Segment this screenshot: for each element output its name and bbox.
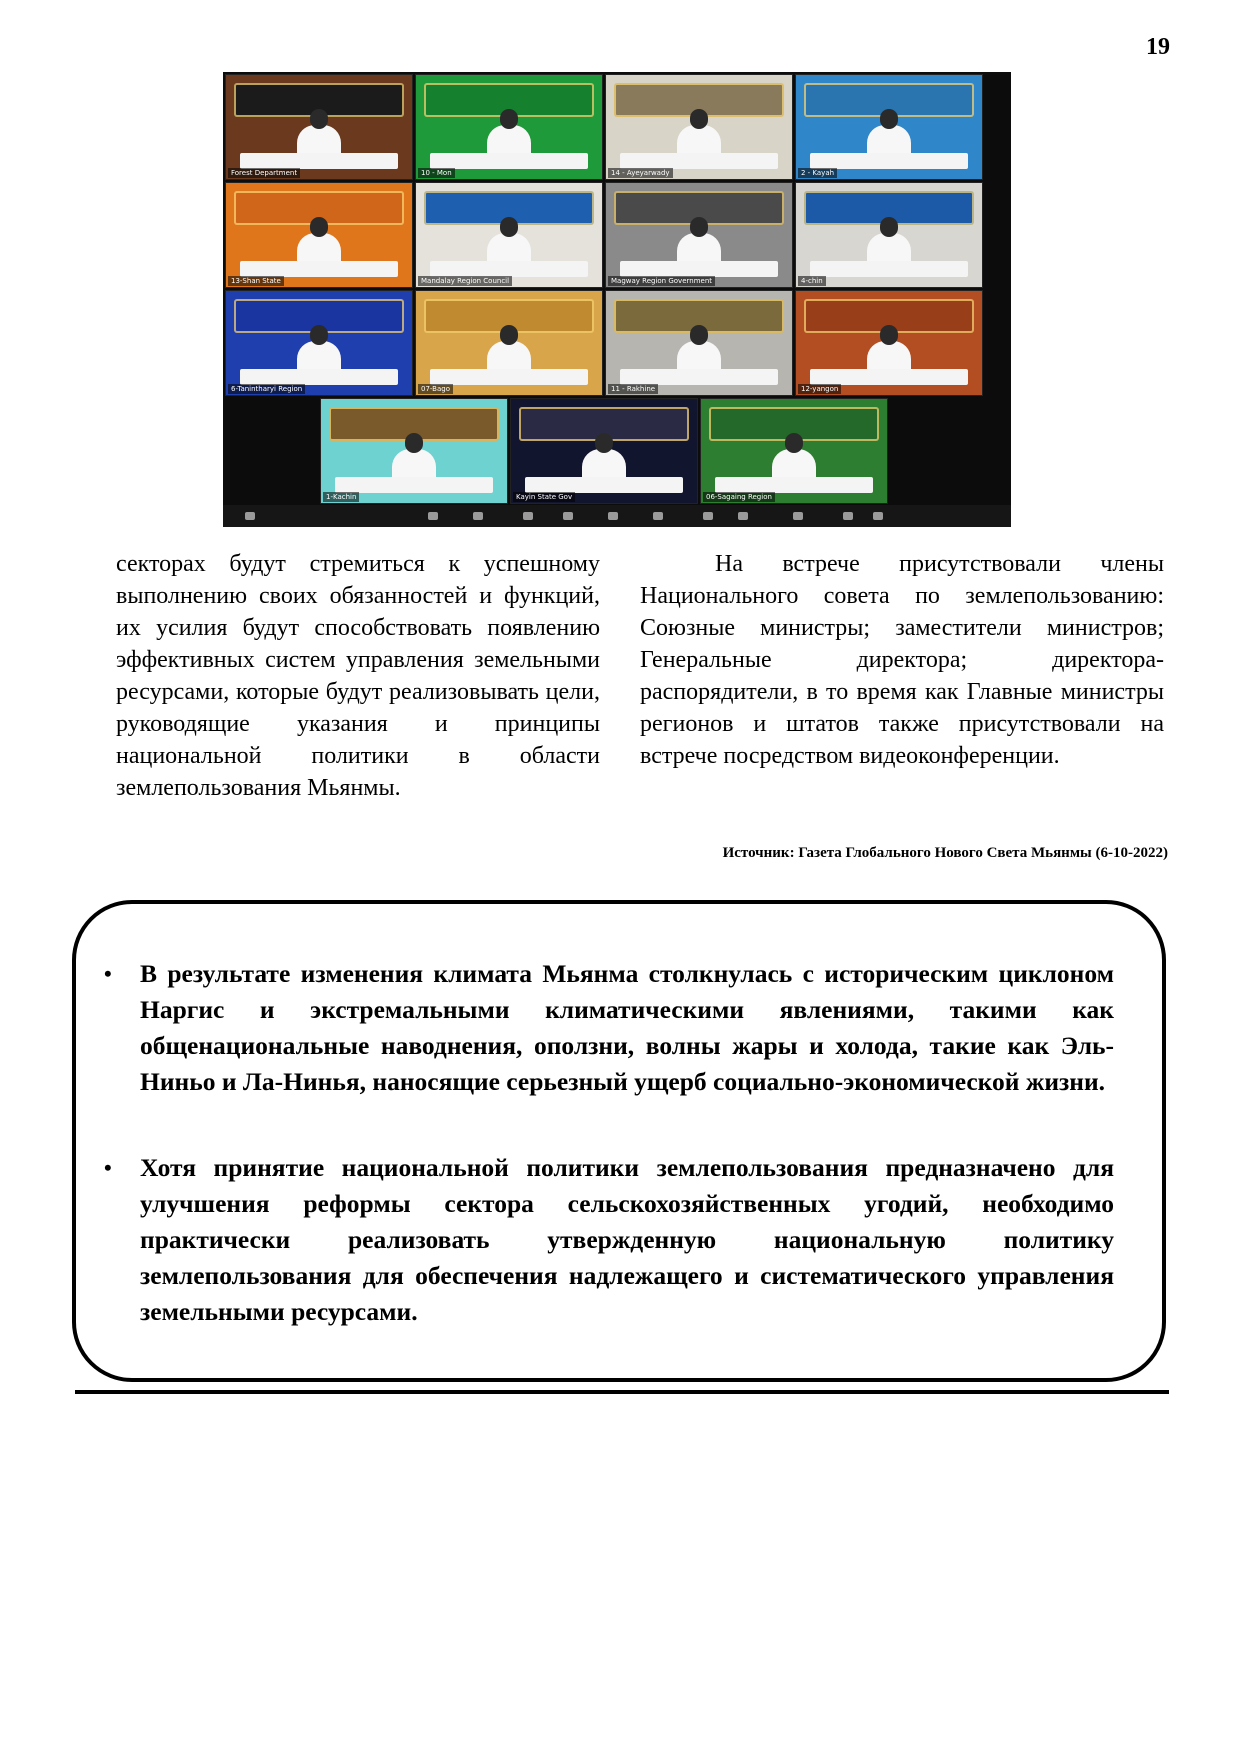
- desk: [240, 153, 398, 169]
- participant-label: 4-chin: [798, 276, 826, 286]
- participant-label: 1-Kachin: [323, 492, 359, 502]
- video-tile: [415, 74, 603, 180]
- video-tile: [510, 398, 698, 504]
- video-tile: [225, 290, 413, 396]
- desk: [525, 477, 683, 493]
- participant-label: Magway Region Government: [608, 276, 715, 286]
- desk: [335, 477, 493, 493]
- participant-label: 6-Tanintharyi Region: [228, 384, 305, 394]
- desk: [240, 369, 398, 385]
- video-tile: [795, 74, 983, 180]
- summary-box: [72, 900, 1166, 1382]
- participant-label: 14 - Ayeyarwady: [608, 168, 673, 178]
- participant-label: 12-yangon: [798, 384, 841, 394]
- desk: [810, 369, 968, 385]
- page-number: 19: [1146, 34, 1170, 60]
- participant-label: 07-Bago: [418, 384, 453, 394]
- participant-label: Mandalay Region Council: [418, 276, 512, 286]
- desk: [430, 261, 588, 277]
- source-citation: Источник: Газета Глобального Нового Света Мьянмы (6-10-2022): [722, 845, 1168, 861]
- video-tile: [225, 74, 413, 180]
- video-tile: [225, 182, 413, 288]
- participant-label: 11 - Rakhine: [608, 384, 658, 394]
- desk: [810, 261, 968, 277]
- desk: [430, 369, 588, 385]
- participant-label: 10 - Mon: [418, 168, 455, 178]
- desk: [430, 153, 588, 169]
- video-tile: [320, 398, 508, 504]
- participant-label: 06-Sagaing Region: [703, 492, 775, 502]
- desk: [620, 153, 778, 169]
- bullet-icon: •: [104, 961, 112, 986]
- conference-toolbar: [223, 505, 1011, 527]
- summary-item: [104, 956, 1114, 1100]
- desk: [620, 369, 778, 385]
- video-tile: [605, 290, 793, 396]
- video-tile: [415, 290, 603, 396]
- summary-item: [104, 1150, 1114, 1330]
- desk: [810, 153, 968, 169]
- participant-label: Kayin State Gov: [513, 492, 575, 502]
- video-tile: [605, 182, 793, 288]
- summary-item-text: В результате изменения климата Мьянма столкнулась с историческим циклоном Наргис и экстремальными климатическими явлениями, такими как общенациональные наводнения, оползни, волны жары и холода, такие как Эль-Ниньо и Ла-Нинья, наносящие серьезный ущерб социально-экономической жизни.: [140, 959, 1114, 1096]
- video-tile: [415, 182, 603, 288]
- desk: [715, 477, 873, 493]
- bullet-icon: •: [104, 1155, 112, 1180]
- right-column-text: На встрече присутствовали члены Национального совета по землепользованию: Союзные министры; заместители министров; Генеральные директора; директора-распорядители, в то время как Главные министры регионов и штатов также присутствовали на встрече посредством видеоконференции.: [640, 551, 1164, 769]
- participant-label: 13-Shan State: [228, 276, 284, 286]
- participant-label: 2 - Kayah: [798, 168, 837, 178]
- video-tile: [795, 290, 983, 396]
- video-tile: [605, 74, 793, 180]
- desk: [620, 261, 778, 277]
- video-tile: [795, 182, 983, 288]
- participant-label: Forest Department: [228, 168, 300, 178]
- left-column-text: секторах будут стремиться к успешному выполнению своих обязанностей и функций, их усилия будут способствовать появлению эффективных систем управления земельными ресурсами, которые будут реализовывать цели, руководящие указания и принципы национальной политики в области землепользования Мьянмы.: [116, 551, 600, 801]
- desk: [240, 261, 398, 277]
- video-tile: [700, 398, 888, 504]
- video-conference-photo: [223, 72, 1011, 527]
- summary-item-text: Хотя принятие национальной политики землепользования предназначено для улучшения реформы сектора сельскохозяйственных угодий, необходимо практически реализовать утвержденную национальную политику землепользования для обеспечения надлежащего и систематического управления земельными ресурсами.: [140, 1153, 1114, 1326]
- horizontal-rule: [75, 1390, 1169, 1394]
